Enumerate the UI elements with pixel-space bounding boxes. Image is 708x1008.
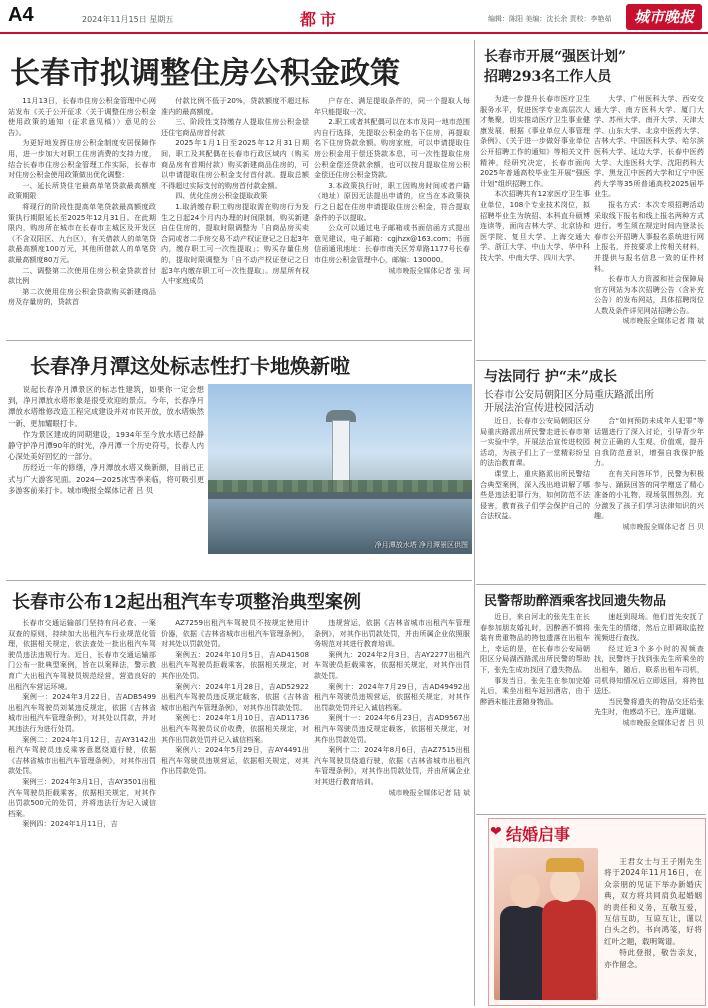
paragraph: 3.本政策执行时，职工因购房时间或者户籍（地址）原因无法提出申请的，应当在本政策执行之日起在住房申请提取住房公积金，符合提取条件的予以提取。 <box>314 180 470 222</box>
paragraph: 四、优化住房公积金提取政策 <box>175 191 268 201</box>
page-number: A4 <box>8 4 34 26</box>
paragraph: 案例九：2024年2月3日，吉AY2277出租汽车驾驶员拒载乘客，依据相关规定，对其作出罚款处罚。 <box>314 649 470 680</box>
paragraph: 二、调整第二次使用住房公积金贷款首付款比例 <box>8 265 156 286</box>
byline: 城市晚报全媒体记者 张 珂 <box>388 266 470 275</box>
wedding-couple-photo <box>494 848 598 1000</box>
paragraph: 案例十二：2024年8月6日，吉AZ7515出租汽车驾驶员绕道行驶，依据《吉林省城市出租汽车管理条例》，对其作出罚款处罚，并由所属企业对其进行教育培训。 <box>314 745 470 786</box>
paragraph: 本次招聘共有12家医疗卫生事业单位，108个专业技术岗位，拟招聘毕业生为统招、本科直升硕博连读等，面向吉林大学、北京协和医学院、复旦大学、上海交通大学、浙江大学、中山大学、华中科技大学、中南大学、四川大学、 <box>480 189 590 262</box>
paragraph: 在有关问答环节，民警为积极参与、踊跃回答的同学赠送了精心准备的小礼物，现场氛围热烈。充分激发了孩子们学习法律知识的兴趣。 <box>594 468 704 521</box>
story-headline: 长春净月潭这处标志性打卡地焕新啦 <box>30 354 350 378</box>
paragraph: 案例十一：2024年6月23日，吉AD9567出租汽车驾驶员违反规定载客，依据相关规定，对其作出罚款处罚。 <box>314 713 470 744</box>
story-deck: 长春市公安局朝阳区分局重庆路派出所 <box>484 390 654 401</box>
paragraph: 课堂上，重庆路派出所民警结合典型案例，深入浅出地讲解了哪些是违法犯罪行为，如何防范不法侵害，教育孩子们学会保护自己的合法权益。 <box>480 468 590 521</box>
story-column <box>594 416 704 582</box>
paragraph: 户存在、满足提取条件的，同一个提取人每年只能提取一次。 <box>314 96 470 116</box>
issue-date: 2024年11月15日 星期五 <box>82 15 174 24</box>
paragraph: 案例七：2024年1月10日，吉AD11736出租汽车驾驶员议价收费，依据相关规定，对其作出罚款处罚并记入诚信档案。 <box>161 713 309 744</box>
story-headline: 招聘293名工作人员 <box>484 69 612 85</box>
paragraph: 案例一：2024年3月22日，吉ADB5499出租汽车驾驶员刘某违反规定，依据《吉林省城市出租汽车管理条例》，对其处以罚款，并对其违法行为进行处罚。 <box>8 692 156 733</box>
photo-frame <box>208 384 472 554</box>
paragraph: 案例六：2024年1月28日，吉AD52922出租汽车驾驶员违反规定载客，依据《吉林省城市出租汽车管理条例》，对其作出罚款处罚。 <box>161 681 309 712</box>
photo-caption: 净月潭放水塔 净月潭景区供图 <box>374 541 468 549</box>
byline: 城市晚报全媒体记者 陆 斌 <box>388 788 470 797</box>
paragraph: 长春市人力资源和社会保障局官方网站为本次招聘公告（含补充公告）的发布网站，具体招聘岗位人数及条件详见网站招聘公告。 <box>594 274 704 315</box>
paragraph: 案例四：2024年1月11日，吉 <box>22 819 118 829</box>
paragraph: 当民警将遗失的物品交还给张先生时，他感动不已，连声道谢。 <box>594 696 704 717</box>
story-column <box>8 96 156 340</box>
story-headline: 民警帮助醉酒乘客找回遗失物品 <box>484 594 667 609</box>
paragraph: 为更好地发挥住房公积金制度安居保障作用，进一步加大对职工住房消费的支持力度，结合长春市住房公积金管理工作实际，长春市对住房公积金使用政策做出优化调整： <box>8 138 156 180</box>
paragraph: 案例八：2024年5月29日，吉AY4491出租汽车驾驶员违规营运，依据相关规定，对其作出罚款处罚。 <box>161 745 309 776</box>
paragraph: 案例五：2024年10月5日，吉AD41508出租汽车驾驶员拒载乘客，依据相关规定，对其作出处罚。 <box>161 649 309 680</box>
paragraph: 公众可以通过电子邮箱或书面信函方式提出意见建议，电子邮箱：cgjhzx@163.com；书面信函通讯地址：长春市南关区芳草路1177号长春市住房公积金管理中心，邮编：130000。 <box>314 223 470 264</box>
section-divider <box>6 340 472 341</box>
paragraph: 2.职工或者其配偶可以在本市及同一地市范围内自行选择，先提取公积金的名下住房，再提取名下住房贷款余额。购房家庭，可以申请提取住房公积金用于偿还贷款本息，可一次性提取住房公积金偿还贷款余额，也可以按月提取住房公积金偿还住房公积金贷款。 <box>314 117 470 180</box>
story-column <box>480 612 590 812</box>
heart-icon: ❤ <box>490 824 502 840</box>
paragraph: 王君女士与王子刚先生将于2024年11月16日，在众亲朋的见证下举办新婚庆典，双方将共同肩负起婚姻的责任和义务，互敬互爱，互信互助，互谅互让，谨以白头之约，书向鸿笺，好将红叶之题，载明鸳谱。 <box>604 857 702 946</box>
wedding-title: 结婚启事 <box>506 825 571 844</box>
section-divider <box>476 814 706 815</box>
paragraph: 为进一步提升长春市医疗卫生服务水平，促进医学专业高层次人才集聚，切实推动医疗卫生事业健康发展，根据《事业单位人事管理条例》、《关于进一步做好事业单位公开招聘工作的通知》等相关文件精神，经研究决定，长春市面向2025年普通高校毕业生开展“强医计划”组织招聘工作。 <box>480 94 590 188</box>
paragraph: 一、延长所贷住宅最高单笔贷款最高额度政策期限 <box>8 180 156 201</box>
story-headline: 长春市开展“强医计划” <box>484 49 627 65</box>
paragraph: 合“如何预防未成年人犯罪”等话题进行了深入讨论，引导青少年树立正确的人生观、价值观，提升自我防范意识，增强自我保护能力。 <box>594 416 704 468</box>
story-column <box>8 618 156 1006</box>
section-title: 都市 <box>300 10 341 29</box>
story-headline: 与法同行 护“未”成长 <box>484 369 617 385</box>
byline: 城市晚报全媒体记者 吕 贝 <box>622 718 704 727</box>
page-header <box>0 0 708 34</box>
paragraph: 案例二：2024年1月12日，吉AY3142出租汽车驾驶员违反乘客意愿绕道行驶，依据《吉林省城市出租汽车管理条例》，对其作出罚款处罚。 <box>8 734 156 776</box>
paragraph: 历经近一年的修缮，净月潭放水塔又焕新颜，目前已正式与广大游客见面。2024—2025冰雪季来临，将可吸引更多游客前来打卡。城市晚报全媒体记者 吕 贝 <box>8 463 204 495</box>
paragraph: 近日，来自河北的张先生在长春参加朋友婚礼时，因醉酒不慎将装有贵重物品的挎包遗落在出租车上，幸运的是，在长春市公安局朝阳区分局湖西路派出所民警的帮助下，张先生成功找回了遗失物品。 <box>480 612 590 674</box>
paragraph: 11月13日，长春市住房公积金管理中心网站发布《关于公开征求〈关于调整住房公积金使用政策的通知（征求意见稿）〉意见的公告》。 <box>8 96 156 137</box>
byline: 城市晚报全媒体记者 隋 斌 <box>622 317 704 326</box>
newspaper-logo: 城市晚报 <box>626 4 702 30</box>
column-divider <box>474 40 475 1006</box>
paragraph: 付款比例不低于20%，贷款额度不超过标准内的最高额度。 <box>161 96 309 116</box>
byline: 城市晚报全媒体记者 吕 贝 <box>622 522 704 531</box>
paragraph: 将现行的阶段性提高单笔贷款最高额度政策执行期限延长至2025年12月31日。在此期限内，购房所在城市在长春市主城区及开发区（不含双阳区、九台区），有关借款人的单笔贷款最高额度100万元，其他所借款人的单笔贷款最高额度80万元。 <box>8 201 156 264</box>
paragraph: 案例十：2024年7月29日，吉AD49492出租汽车驾驶员违规营运，依据相关规定，对其作出罚款处罚并记入诚信档案。 <box>314 681 470 712</box>
story-deck: 开展法治宣传进校园活动 <box>484 403 594 414</box>
story-column <box>594 94 704 358</box>
story-headline: 长春市拟调整住房公积金政策 <box>10 56 400 91</box>
story-column <box>314 618 470 1006</box>
story3-text-mask <box>8 384 204 578</box>
paragraph: 三、阶段性支持缴存人提取住房公积金偿还住宅商品房首付款 <box>161 117 309 137</box>
editor-credits: 编辑：陈阳 美编：沈长余 责校：李艳茹 <box>488 15 612 23</box>
paragraph: 报名方式：本次专项招聘活动采取线下报名和线上报名两种方式进行。考生须在规定时间内登录长春市公开招聘人事报名系统进行网上报名，并按要求上传相关材料，并提供与报名信息一致的证件材料。 <box>594 199 704 273</box>
story-column <box>161 618 309 1006</box>
section-divider <box>6 580 472 581</box>
water-tower-photo <box>208 384 472 554</box>
story-column <box>161 96 309 340</box>
paragraph: 违规营运，依据《吉林省城市出租汽车管理条例》，对其作出罚款处罚，并由所属企业依照服务规范对其进行教育培训。 <box>314 618 470 649</box>
story-column <box>480 416 590 582</box>
paragraph: 特此登报，敬告亲友，亦作留念。 <box>604 948 702 969</box>
paragraph: 事发当日，张先生在参加完婚礼后，乘坐出租车返回酒店，由于醉酒未能注意随身物品。 <box>480 675 590 706</box>
wedding-text <box>604 856 702 970</box>
paragraph: 作为景区建成的同期建设，1934年至今放水塔已经静静守护净月潭90年的时光，净月潭一个历史符号，长春人内心深处美好回忆的一部分。 <box>8 429 204 462</box>
paragraph: 说起长春净月潭景区的标志性建筑，如果你一定会想到，净月潭放水塔形象是很受欢迎的景点。今年，长春净月潭放水塔维修改造工程完成建设并对市民开放，放水塔焕然一新、更加耀眼打卡。 <box>8 385 204 428</box>
paragraph: 经过近3个多小时的视频查找，民警终于找到张先生所乘坐的出租车，随后，联系出租车司机，司机得知情况后立即返回，将挎包送还。 <box>594 643 704 696</box>
story-column <box>314 96 470 340</box>
paragraph: 案例三：2024年3月1日，吉AY3501出租汽车驾驶员拒载乘客，依据相关规定，对其作出罚款500元的处罚，并将违法行为记入诚信档案。 <box>8 776 156 818</box>
paragraph: 第二次使用住房公积金贷款购买新建商品房及存量房的，贷款首 <box>8 286 156 307</box>
story-column <box>594 612 704 812</box>
paragraph: AZ7259出租汽车驾驶员不按规定使用计价器，依据《吉林省城市出租汽车管理条例》，对其处以罚款处罚。 <box>161 618 309 649</box>
story-column <box>480 94 590 358</box>
section-divider <box>476 360 706 361</box>
paragraph: 2025年1月1日至2025年12月31日期间，职工及其配偶在长春市行政区域内（购买商品房有首期付款）购买新建商品住房的，可以申请提取住房公积金支付首付款。提取总额不得超过实际支付的购房首付款金额。 <box>161 138 309 190</box>
paragraph: 长春市交通运输部门坚持有问必查、一案双查的原则，持续加大出租汽车行业规范化管理，依据相关规定，依法查处一批出租汽车驾驶员违法违规行为。近日，长春市交通运输部门公布一批典型案例，旨在以案释法，警示教育广大出租汽车驾驶员规范经营，营造良好的出租汽车营运环境。 <box>8 618 156 691</box>
paragraph: 1.取消缴存职工购房提取需在购房行为发生之日起24个月内办理的时间限制，购买新建自住住房的，提取时限调整为「自商品房买卖合同或者二手房交易不动产权证登记之日起3年内，缴存职工可一次性提取」；购买存量住房的，提取时限调整为「自不动产权证登记之日起3年内缴存职工可一次性提取」。房屋所有权人中家庭成员 <box>161 201 309 286</box>
paragraph: 速赶到现场。他们首先安抚了张先生的情绪，然后立即调取监控视频进行查找。 <box>594 612 704 643</box>
paragraph: 大学、广州医科大学、西安交通大学、南方医科大学、厦门大学、苏州大学、南开大学、天津大学、山东大学、北京中医药大学、吉林大学、中国医科大学、哈尔滨医科大学、延边大学、长春中医药大学、大连医科大学、沈阳药科大学、黑龙江中医药大学和辽宁中医药大学等35所普通高校2025届毕业生。 <box>594 94 704 199</box>
story-headline: 长春市公布12起出租汽车专项整治典型案例 <box>12 592 362 613</box>
section-divider <box>476 584 706 585</box>
paragraph: 近日，长春市公安局朝阳区分局重庆路派出所民警走进长春市第一实验中学，开展法治宣传进校园活动，为孩子们上了一堂精彩纷呈的法治教育课。 <box>480 416 590 468</box>
